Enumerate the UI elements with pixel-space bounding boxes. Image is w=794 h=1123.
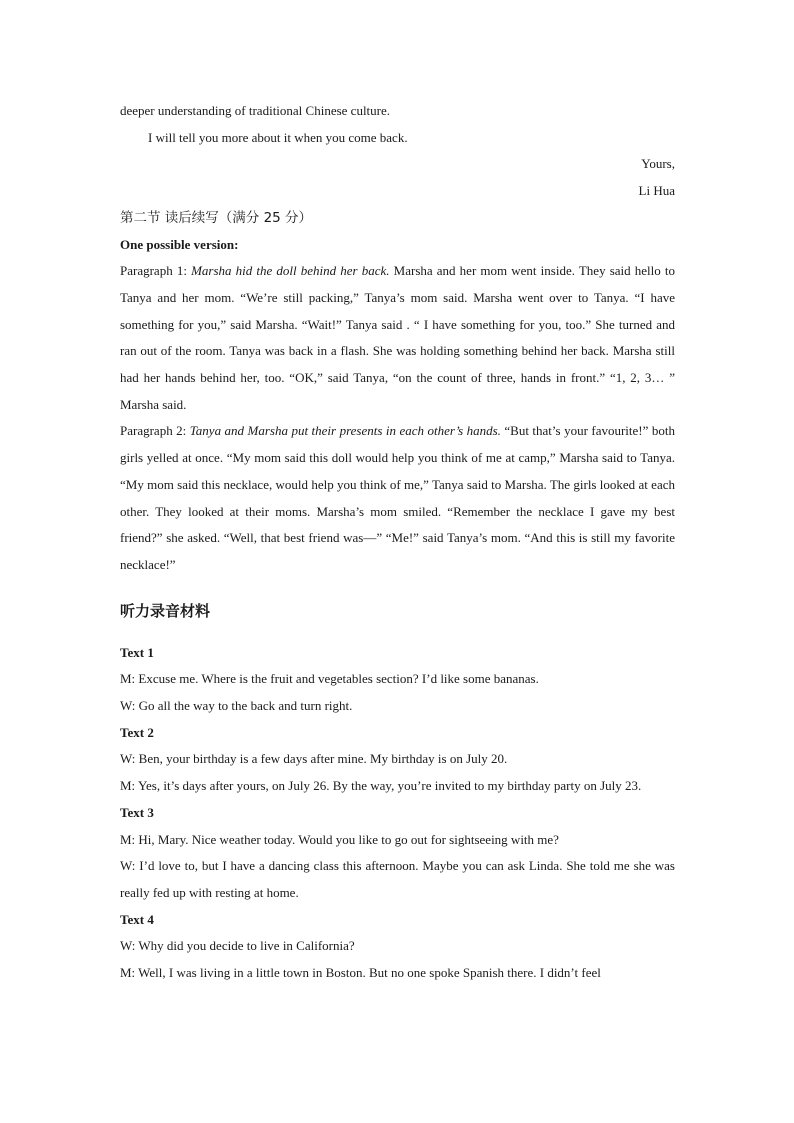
version-label: One possible version: (120, 236, 239, 252)
paragraph-2-text: “But that’s your favourite!” both girls yelled at once. “My mom said this doll would help you think of me at camp,” Marsha said to Tanya. “My mom said this necklace, would help you think of me,” Tanya said to Marsha. The girls looked at each other. They looked at their moms. Marsha’s mom smiled. “Remember the necklace I gave my best friend?” she asked. “Well, that best friend was—” “Me!” said Tanya’s mom. “And this is still my favorite necklace!” (120, 423, 675, 572)
dialogue-line: M: Well, I was living in a little town in Boston. But no one spoke Spanish there. I didn’t feel (120, 965, 601, 981)
letter-closing: Yours, (641, 156, 675, 172)
dialogue-line: M: Excuse me. Where is the fruit and vegetables section? I’d like some bananas. (120, 671, 539, 687)
paragraph-2-label: Paragraph 2: (120, 423, 190, 439)
dialogue-line: W: Why did you decide to live in California? (120, 938, 355, 954)
paragraph-2 (120, 418, 675, 578)
listening-text-4 (120, 907, 675, 987)
text-label: Text 2 (120, 724, 154, 740)
section2-heading: 第二节 读后续写（满分 25 分） (120, 209, 313, 226)
paragraph-1 (120, 258, 675, 418)
dialogue-line: M: Yes, it’s days after yours, on July 26. By the way, you’re invited to my birthday party on July 23. (120, 778, 642, 794)
dialogue-line: W: Ben, your birthday is a few days after mine. My birthday is on July 20. (120, 751, 508, 767)
dialogue-line: M: Hi, Mary. Nice weather today. Would you like to go out for sightseeing with me? (120, 831, 559, 847)
letter-line-1: deeper understanding of traditional Chinese culture. (120, 103, 391, 118)
listening-text-3 (120, 800, 675, 907)
listening-title: 听力录音材料 (120, 601, 211, 620)
listening-text-2 (120, 720, 675, 800)
text-label: Text 4 (120, 911, 154, 927)
paragraph-1-text: Marsha and her mom went inside. They said hello to Tanya and her mom. “We’re still packing,” Tanya’s mom said. Marsha went over to Tanya. “I have something for you,” said Marsha. “Wait!” Tanya said . “ I have something for you, too.” She turned and ran out of the room. Tanya was back in a flash. She was holding something behind her back. Marsha still had her hands behind her, too. “OK,” said Tanya, “on the count of three, hands in front.” “1, 2, 3… ” Marsha said. (120, 263, 675, 412)
document-page (120, 98, 675, 987)
text-label: Text 3 (120, 804, 154, 820)
letter-signature: Li Hua (638, 183, 675, 199)
dialogue-line: W: I’d love to, but I have a dancing class this afternoon. Maybe you can ask Linda. She told me she was really fed up with resting at home. (120, 858, 675, 900)
letter-line-2: I will tell you more about it when you come back. (148, 129, 408, 145)
paragraph-1-label: Paragraph 1: (120, 263, 192, 279)
text-label: Text 1 (120, 644, 154, 660)
dialogue-line: W: Go all the way to the back and turn right. (120, 698, 353, 714)
listening-text-1 (120, 640, 675, 720)
paragraph-1-prompt: Marsha hid the doll behind her back. (191, 263, 390, 279)
paragraph-2-prompt: Tanya and Marsha put their presents in each other’s hands. (189, 423, 501, 439)
